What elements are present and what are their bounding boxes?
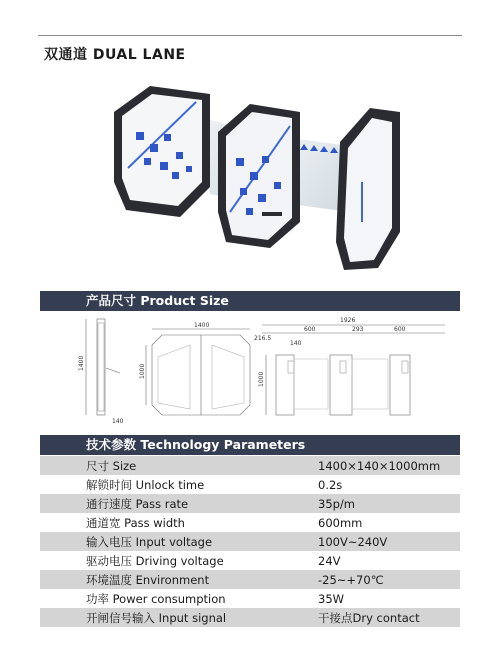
spec-row [40, 589, 460, 608]
spec-value: 100V~240V [296, 532, 460, 551]
dim-front-d: 293 [352, 326, 364, 333]
tech-params-header: 技术参数 Technology Parameters [40, 435, 460, 455]
spec-table [40, 456, 460, 627]
spec-row [40, 570, 460, 589]
middle-cabinet [218, 104, 300, 248]
spec-value: 35p/m [296, 494, 460, 513]
spec-key: 环境温度 Environment [40, 570, 296, 589]
spec-key: 功率 Power consumption [40, 589, 296, 608]
spec-value: 1400×140×1000mm [296, 456, 460, 475]
top-divider [38, 35, 462, 36]
dim-front-height: 1000 [258, 371, 265, 387]
spec-value: -25~+70℃ [296, 570, 460, 589]
spec-value: 24V [296, 551, 460, 570]
dim-front-a: 216.5 [254, 335, 272, 342]
spec-value: 0.2s [296, 475, 460, 494]
spec-value: 35W [296, 589, 460, 608]
dim-top-width: 1400 [194, 322, 210, 329]
spec-key: 驱动电压 Driving voltage [40, 551, 296, 570]
spec-row [40, 456, 460, 475]
spec-row [40, 513, 460, 532]
dim-front-e: 600 [394, 326, 406, 333]
spec-value: 干接点Dry contact [296, 608, 460, 627]
floor-base [262, 212, 282, 216]
spec-key: 解锁时间 Unlock time [40, 475, 296, 494]
page-title: 双通道 DUAL LANE [44, 47, 186, 63]
spec-row [40, 551, 460, 570]
back-cabinet [114, 86, 210, 217]
spec-value: 600mm [296, 513, 460, 532]
spec-key: 输入电压 Input voltage [40, 532, 296, 551]
spec-row [40, 494, 460, 513]
spec-key: 开闸信号输入 Input signal [40, 608, 296, 627]
spec-row [40, 532, 460, 551]
spec-key: 尺寸 Size [40, 456, 296, 475]
dim-front-b: 600 [304, 326, 316, 333]
front-cabinet [336, 108, 400, 270]
product-size-header: 产品尺寸 Product Size [40, 291, 460, 311]
spec-row [40, 475, 460, 494]
product-image [100, 72, 420, 282]
spec-key: 通道宽 Pass width [40, 513, 296, 532]
dim-top-height: 1000 [139, 363, 146, 379]
dim-front-total: 1926 [340, 317, 356, 324]
dim-side-height: 1400 [78, 355, 85, 371]
spec-key: 通行速度 Pass rate [40, 494, 296, 513]
spec-row [40, 608, 460, 627]
dim-side-width: 140 [112, 418, 124, 425]
dim-front-c: 140 [290, 340, 302, 347]
dimension-drawings [40, 313, 460, 431]
